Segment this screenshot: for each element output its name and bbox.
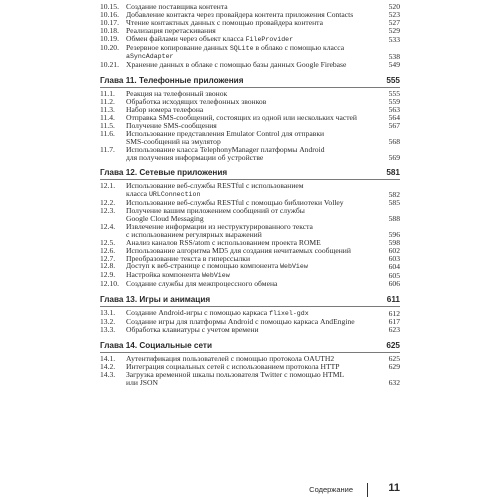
entry-text: Обработка клавиатуры с учетом времени bbox=[126, 325, 259, 334]
entry-number: 11.5. bbox=[100, 120, 115, 130]
entry-text: Обмен файлами через объект класса bbox=[126, 33, 244, 43]
toc-entry[interactable] bbox=[100, 371, 400, 387]
entry-number: 13.2. bbox=[100, 317, 116, 327]
entry-text: Набор номера телефона bbox=[126, 105, 204, 115]
entry-number: 12.4. bbox=[100, 221, 116, 231]
entry-number: 10.18. bbox=[100, 25, 119, 35]
chapter-heading-13 bbox=[100, 295, 400, 307]
entry-number: 11.1. bbox=[100, 89, 115, 99]
entry-page: 582 bbox=[388, 190, 400, 200]
entry-page: 559 bbox=[388, 97, 400, 107]
entry-code: FileProvider bbox=[245, 35, 294, 43]
entry-page: 523 bbox=[388, 9, 400, 19]
entry-number: 12.6. bbox=[100, 245, 116, 255]
chapter-heading-12 bbox=[100, 168, 400, 180]
entry-text-cont: в облако с помощью класса bbox=[255, 42, 345, 52]
entry-title bbox=[126, 44, 400, 62]
entry-text: Получение вашим приложением сообщений от службы bbox=[126, 206, 305, 216]
entry-number: 12.9. bbox=[100, 270, 116, 280]
entry-number: 12.10. bbox=[100, 279, 119, 289]
entry-number: 11.6. bbox=[100, 128, 115, 138]
page-footer bbox=[100, 483, 400, 497]
entry-page: 529 bbox=[388, 25, 400, 35]
entry-number: 11.7. bbox=[100, 144, 115, 154]
entry-text: Создание службы для межпроцессного обмена bbox=[126, 279, 278, 289]
entry-page: 632 bbox=[388, 377, 400, 387]
entry-text-line2: для получения информации об устройстве bbox=[126, 152, 264, 162]
toc-entry[interactable] bbox=[100, 223, 400, 239]
entry-page: 555 bbox=[388, 89, 400, 99]
entry-text: Реакция на телефонный звонок bbox=[126, 89, 228, 99]
entry-text: Резервное копирование данных bbox=[126, 42, 228, 52]
entry-title bbox=[126, 280, 400, 288]
entry-number: 14.2. bbox=[100, 361, 116, 371]
entry-text: Создание игры для платформы Android с помощью каркаса AndEngine bbox=[126, 317, 355, 327]
entry-text: Реализация перетаскивания bbox=[126, 25, 216, 35]
entry-page: 520 bbox=[388, 2, 400, 11]
entry-page: 605 bbox=[388, 271, 400, 281]
entry-page: 588 bbox=[388, 214, 400, 224]
entry-page: 606 bbox=[388, 279, 400, 289]
chapter-11-entries bbox=[100, 90, 400, 161]
entry-text: Обработка исходящих телефонных звонков bbox=[126, 97, 267, 107]
entry-page: 617 bbox=[388, 317, 400, 327]
footer-section-label: Содержание bbox=[309, 485, 353, 494]
entry-page: 533 bbox=[388, 34, 400, 44]
entry-number: 12.7. bbox=[100, 253, 116, 263]
entry-text: Анализ каналов RSS/atom с использованием проекта ROME bbox=[126, 237, 321, 247]
entry-number: 10.20. bbox=[100, 42, 119, 52]
entry-page: 549 bbox=[388, 60, 400, 70]
table-of-contents bbox=[100, 3, 400, 387]
entry-code: aSyncAdapter bbox=[126, 53, 174, 61]
chapter-title: Глава 13. Игры и анимация bbox=[100, 295, 211, 305]
entry-number: 11.3. bbox=[100, 105, 115, 115]
toc-entry[interactable] bbox=[100, 207, 400, 223]
entry-page: 596 bbox=[388, 229, 400, 239]
entry-text: Настройка компонента bbox=[126, 270, 201, 280]
entry-code: WebView bbox=[280, 263, 308, 271]
toc-entry[interactable] bbox=[100, 182, 400, 199]
entry-number: 14.1. bbox=[100, 353, 116, 363]
entry-text: Отправка SMS-сообщений, состоящих из одной или нескольких частей bbox=[126, 112, 357, 122]
entry-title bbox=[126, 146, 400, 162]
entry-text-line2: класса bbox=[126, 189, 148, 199]
entry-title bbox=[126, 326, 400, 334]
entry-page: 564 bbox=[388, 112, 400, 122]
entry-number: 10.19. bbox=[100, 33, 119, 43]
entry-title bbox=[126, 130, 400, 146]
entry-page: 629 bbox=[388, 361, 400, 371]
entry-number: 11.4. bbox=[100, 112, 115, 122]
entry-number: 12.3. bbox=[100, 206, 116, 216]
entry-text: Использование веб-службы RESTful с использованием bbox=[126, 181, 304, 191]
entry-number: 13.1. bbox=[100, 308, 116, 318]
entry-text: Интеграция социальных сетей с использованием протокола HTTP bbox=[126, 361, 340, 371]
entry-text: Добавление контакта через провайдера контента приложения Contacts bbox=[126, 9, 354, 19]
entry-title bbox=[126, 182, 400, 199]
chapter-13-entries bbox=[100, 309, 400, 334]
entry-text-line2: с использованием регулярных выражений bbox=[126, 229, 262, 239]
entry-page: 568 bbox=[388, 136, 400, 146]
toc-entry[interactable] bbox=[100, 61, 400, 69]
entry-text: Использование класса TelephonyManager платформы Android bbox=[126, 144, 325, 154]
chapter-page: 581 bbox=[386, 168, 400, 178]
toc-section-chapter-10-tail bbox=[100, 3, 400, 69]
entry-text: Доступ к веб-странице с помощью компонента bbox=[126, 261, 279, 271]
entry-text: Использование представления Emulator Control для отправки bbox=[126, 128, 325, 138]
entry-number: 11.2. bbox=[100, 97, 115, 107]
entry-number: 12.1. bbox=[100, 181, 116, 191]
entry-text: Создание поставщика контента bbox=[126, 2, 228, 11]
entry-text: Получение SMS-сообщения bbox=[126, 120, 217, 130]
entry-title bbox=[126, 371, 400, 387]
entry-text: Загрузка временной шкалы пользователя Twitter с помощью HTML bbox=[126, 369, 345, 379]
toc-entry[interactable] bbox=[100, 146, 400, 162]
entry-text: Хранение данных в облаке с помощью базы данных Google Firebase bbox=[126, 60, 347, 70]
entry-text: Чтение контактных данных с помощью провайдера контента bbox=[126, 17, 323, 27]
toc-entry[interactable] bbox=[100, 130, 400, 146]
entry-text: Использование алгоритма MD5 для создания нечитаемых сообщений bbox=[126, 245, 351, 255]
entry-page: 569 bbox=[388, 152, 400, 162]
entry-page: 585 bbox=[388, 198, 400, 208]
entry-page: 623 bbox=[388, 325, 400, 334]
entry-page: 527 bbox=[388, 17, 400, 27]
chapter-14-entries bbox=[100, 355, 400, 387]
entry-number: 14.3. bbox=[100, 369, 116, 379]
entry-page: 598 bbox=[388, 237, 400, 247]
chapter-page: 555 bbox=[386, 76, 400, 86]
chapter-page: 611 bbox=[386, 295, 400, 305]
entry-text-line2: SMS-сообщений на эмулятор bbox=[126, 136, 221, 146]
chapter-title: Глава 14. Социальные сети bbox=[100, 340, 212, 350]
entry-text: Извлечение информации из неструктурированного текста bbox=[126, 221, 313, 231]
entry-text: Создание Android-игры с помощью каркаса bbox=[126, 308, 268, 318]
entry-number: 10.16. bbox=[100, 9, 119, 19]
entry-text: Использование веб-службы RESTful с помощью библиотеки Volley bbox=[126, 198, 344, 208]
entry-number: 12.2. bbox=[100, 198, 116, 208]
entry-page: 563 bbox=[388, 105, 400, 115]
entry-page: 603 bbox=[388, 253, 400, 263]
chapter-page: 625 bbox=[386, 340, 400, 350]
entry-code: URLConnection bbox=[148, 191, 201, 199]
entry-title bbox=[126, 207, 400, 223]
entry-page: 602 bbox=[388, 245, 400, 255]
footer-page-number: 11 bbox=[388, 482, 400, 494]
entry-page: 625 bbox=[388, 353, 400, 363]
chapter-title: Глава 11. Телефонные приложения bbox=[100, 76, 244, 86]
entry-code: flixel-gdx bbox=[269, 310, 309, 318]
entry-page: 612 bbox=[388, 309, 400, 319]
footer-divider bbox=[367, 483, 368, 497]
chapter-heading-14 bbox=[100, 341, 400, 353]
toc-entry[interactable] bbox=[100, 280, 400, 288]
toc-entry[interactable] bbox=[100, 326, 400, 334]
toc-entry[interactable] bbox=[100, 44, 400, 62]
entry-number: 13.3. bbox=[100, 325, 116, 334]
entry-number: 12.8. bbox=[100, 261, 116, 271]
entry-number: 12.5. bbox=[100, 237, 116, 247]
chapter-12-entries bbox=[100, 182, 400, 288]
entry-number: 10.21. bbox=[100, 60, 119, 70]
entry-page: 538 bbox=[388, 52, 400, 62]
chapter-heading-11 bbox=[100, 76, 400, 88]
entry-title bbox=[126, 61, 400, 69]
entry-code: WebView bbox=[201, 272, 230, 280]
entry-text: Аутентификация пользователей с помощью протокола OAUTH2 bbox=[126, 353, 335, 363]
entry-number: 10.17. bbox=[100, 17, 119, 27]
entry-code: SQLite bbox=[229, 44, 254, 52]
entry-page: 604 bbox=[388, 262, 400, 272]
entry-text: Преобразование текста в гиперссылки bbox=[126, 253, 251, 263]
entry-page: 567 bbox=[388, 120, 400, 130]
entry-number: 10.15. bbox=[100, 2, 119, 11]
chapter-title: Глава 12. Сетевые приложения bbox=[100, 168, 228, 178]
entry-text-line2: Google Cloud Messaging bbox=[126, 214, 204, 224]
entry-text-line2: или JSON bbox=[126, 377, 158, 387]
entry-title bbox=[126, 223, 400, 239]
